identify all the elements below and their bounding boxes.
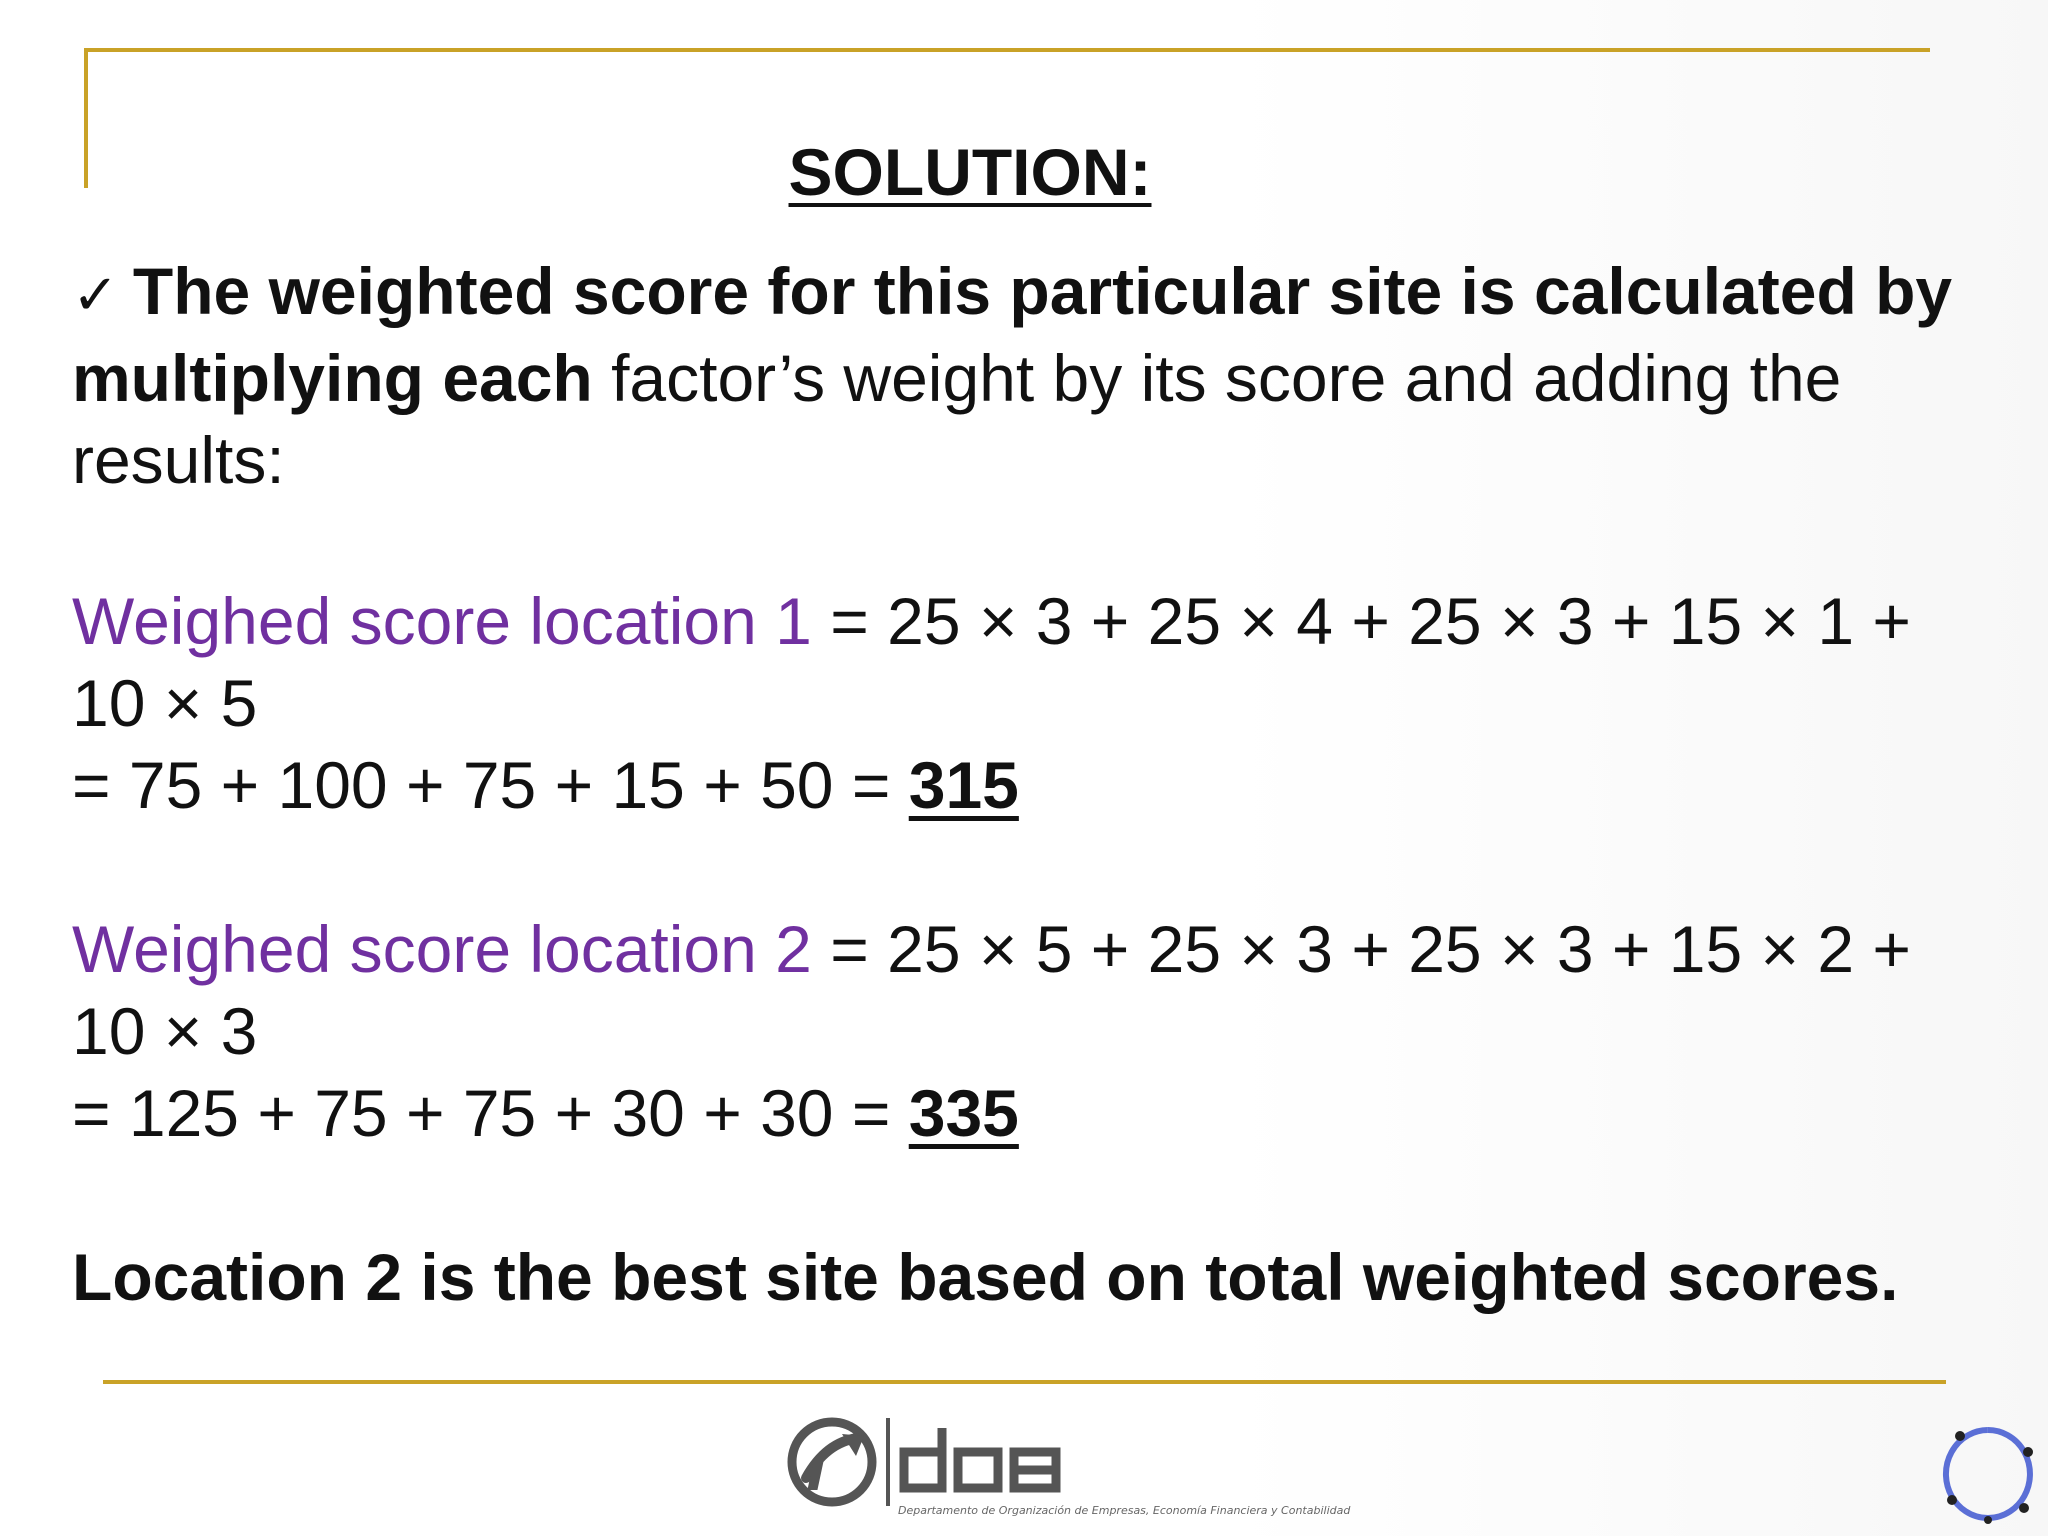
location-1-sum: = 75 + 100 + 75 + 15 + 50 = [72,748,909,822]
logo-subtitle: Departamento de Organización de Empresas, Economía Financiera y Contabilidad [898,1504,1351,1517]
intro-bold-text: The weighted score for this particular site is calculated by multiplying each [72,254,1953,415]
conclusion-text: Location 2 is the best site based on total weighted scores. [72,1240,1899,1314]
location-2-formula-line [72,908,1992,1072]
location-1-sum-line [72,744,1992,826]
location-1-label: Weighed score location 1 [72,584,812,658]
intro-paragraph [72,250,1972,501]
location-1-result: 315 [908,748,1019,822]
frame-bottom-line [103,1380,1946,1384]
location-1-calculation [72,580,1992,826]
frame-top-line [84,48,1930,52]
check-icon: ✓ [72,263,119,328]
doe-logo [786,1412,1466,1520]
intro-rest-text: factor’s weight by its score and adding the results: [72,341,1842,497]
corner-emblem-icon [1938,1422,2038,1526]
location-2-expression: = 25 × 5 + 25 × 3 + 25 × 3 + 15 × 2 + 10 × 3 [72,912,1911,1068]
solution-heading: SOLUTION: [788,135,1152,209]
location-2-sum: = 125 + 75 + 75 + 30 + 30 = [72,1076,909,1150]
location-2-sum-line [72,1072,1992,1154]
location-1-expression: = 25 × 3 + 25 × 4 + 25 × 3 + 15 × 1 + 10 × 5 [72,584,1911,740]
location-1-formula-line [72,580,1992,744]
location-2-calculation [72,908,1992,1154]
location-2-result: 335 [908,1076,1019,1150]
location-2-label: Weighed score location 2 [72,912,812,986]
